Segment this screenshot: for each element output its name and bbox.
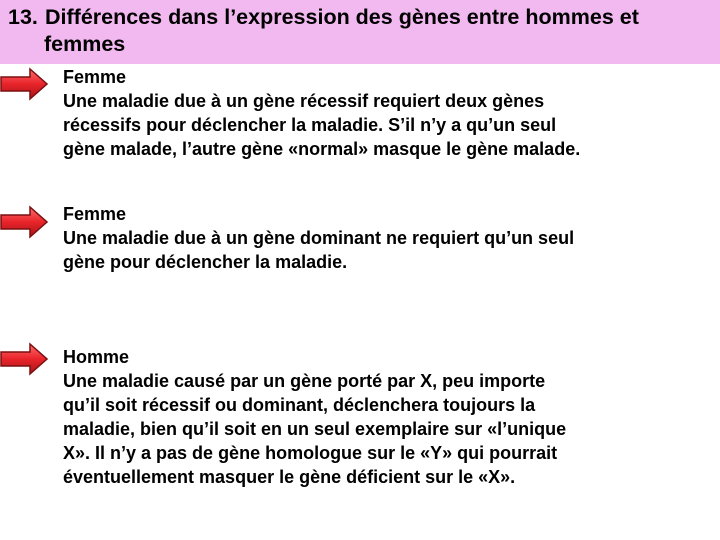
slide-title	[8, 4, 714, 58]
title-bar	[0, 0, 720, 64]
bullet-line: gène malade, l’autre gène «normal» masque le gène malade.	[63, 139, 581, 159]
bullet-line: qu’il soit récessif ou dominant, déclenchera toujours la	[63, 395, 536, 415]
bullet-line: Une maladie due à un gène dominant ne requiert qu’un seul	[63, 228, 575, 248]
bullet-line: récessifs pour déclencher la maladie. S’il n’y a qu’un seul	[63, 115, 557, 135]
title-number: 13.	[8, 5, 38, 29]
title-line-1: Différences dans l’expression des gènes entre hommes et	[45, 5, 639, 29]
bullet-heading: Femme	[63, 204, 127, 224]
bullet-heading: Homme	[63, 347, 130, 367]
bullet-text	[63, 345, 713, 489]
bullet-text	[63, 65, 713, 161]
bullet-heading: Femme	[63, 67, 127, 87]
red-arrow-icon	[0, 67, 48, 101]
bullet-line: éventuellement masquer le gène déficient sur le «X».	[63, 467, 516, 487]
red-arrow-icon	[0, 205, 48, 239]
red-arrow-icon	[0, 342, 48, 376]
title-line-2: femmes	[44, 32, 126, 56]
bullet-text	[63, 202, 713, 274]
bullet-line: Une maladie causé par un gène porté par X, peu importe	[63, 371, 546, 391]
bullet-line: X». Il n’y a pas de gène homologue sur le «Y» qui pourrait	[63, 443, 558, 463]
bullet-line: gène pour déclencher la maladie.	[63, 252, 348, 272]
bullet-line: Une maladie due à un gène récessif requiert deux gènes	[63, 91, 545, 111]
bullet-line: maladie, bien qu’il soit en un seul exemplaire sur «l’unique	[63, 419, 567, 439]
